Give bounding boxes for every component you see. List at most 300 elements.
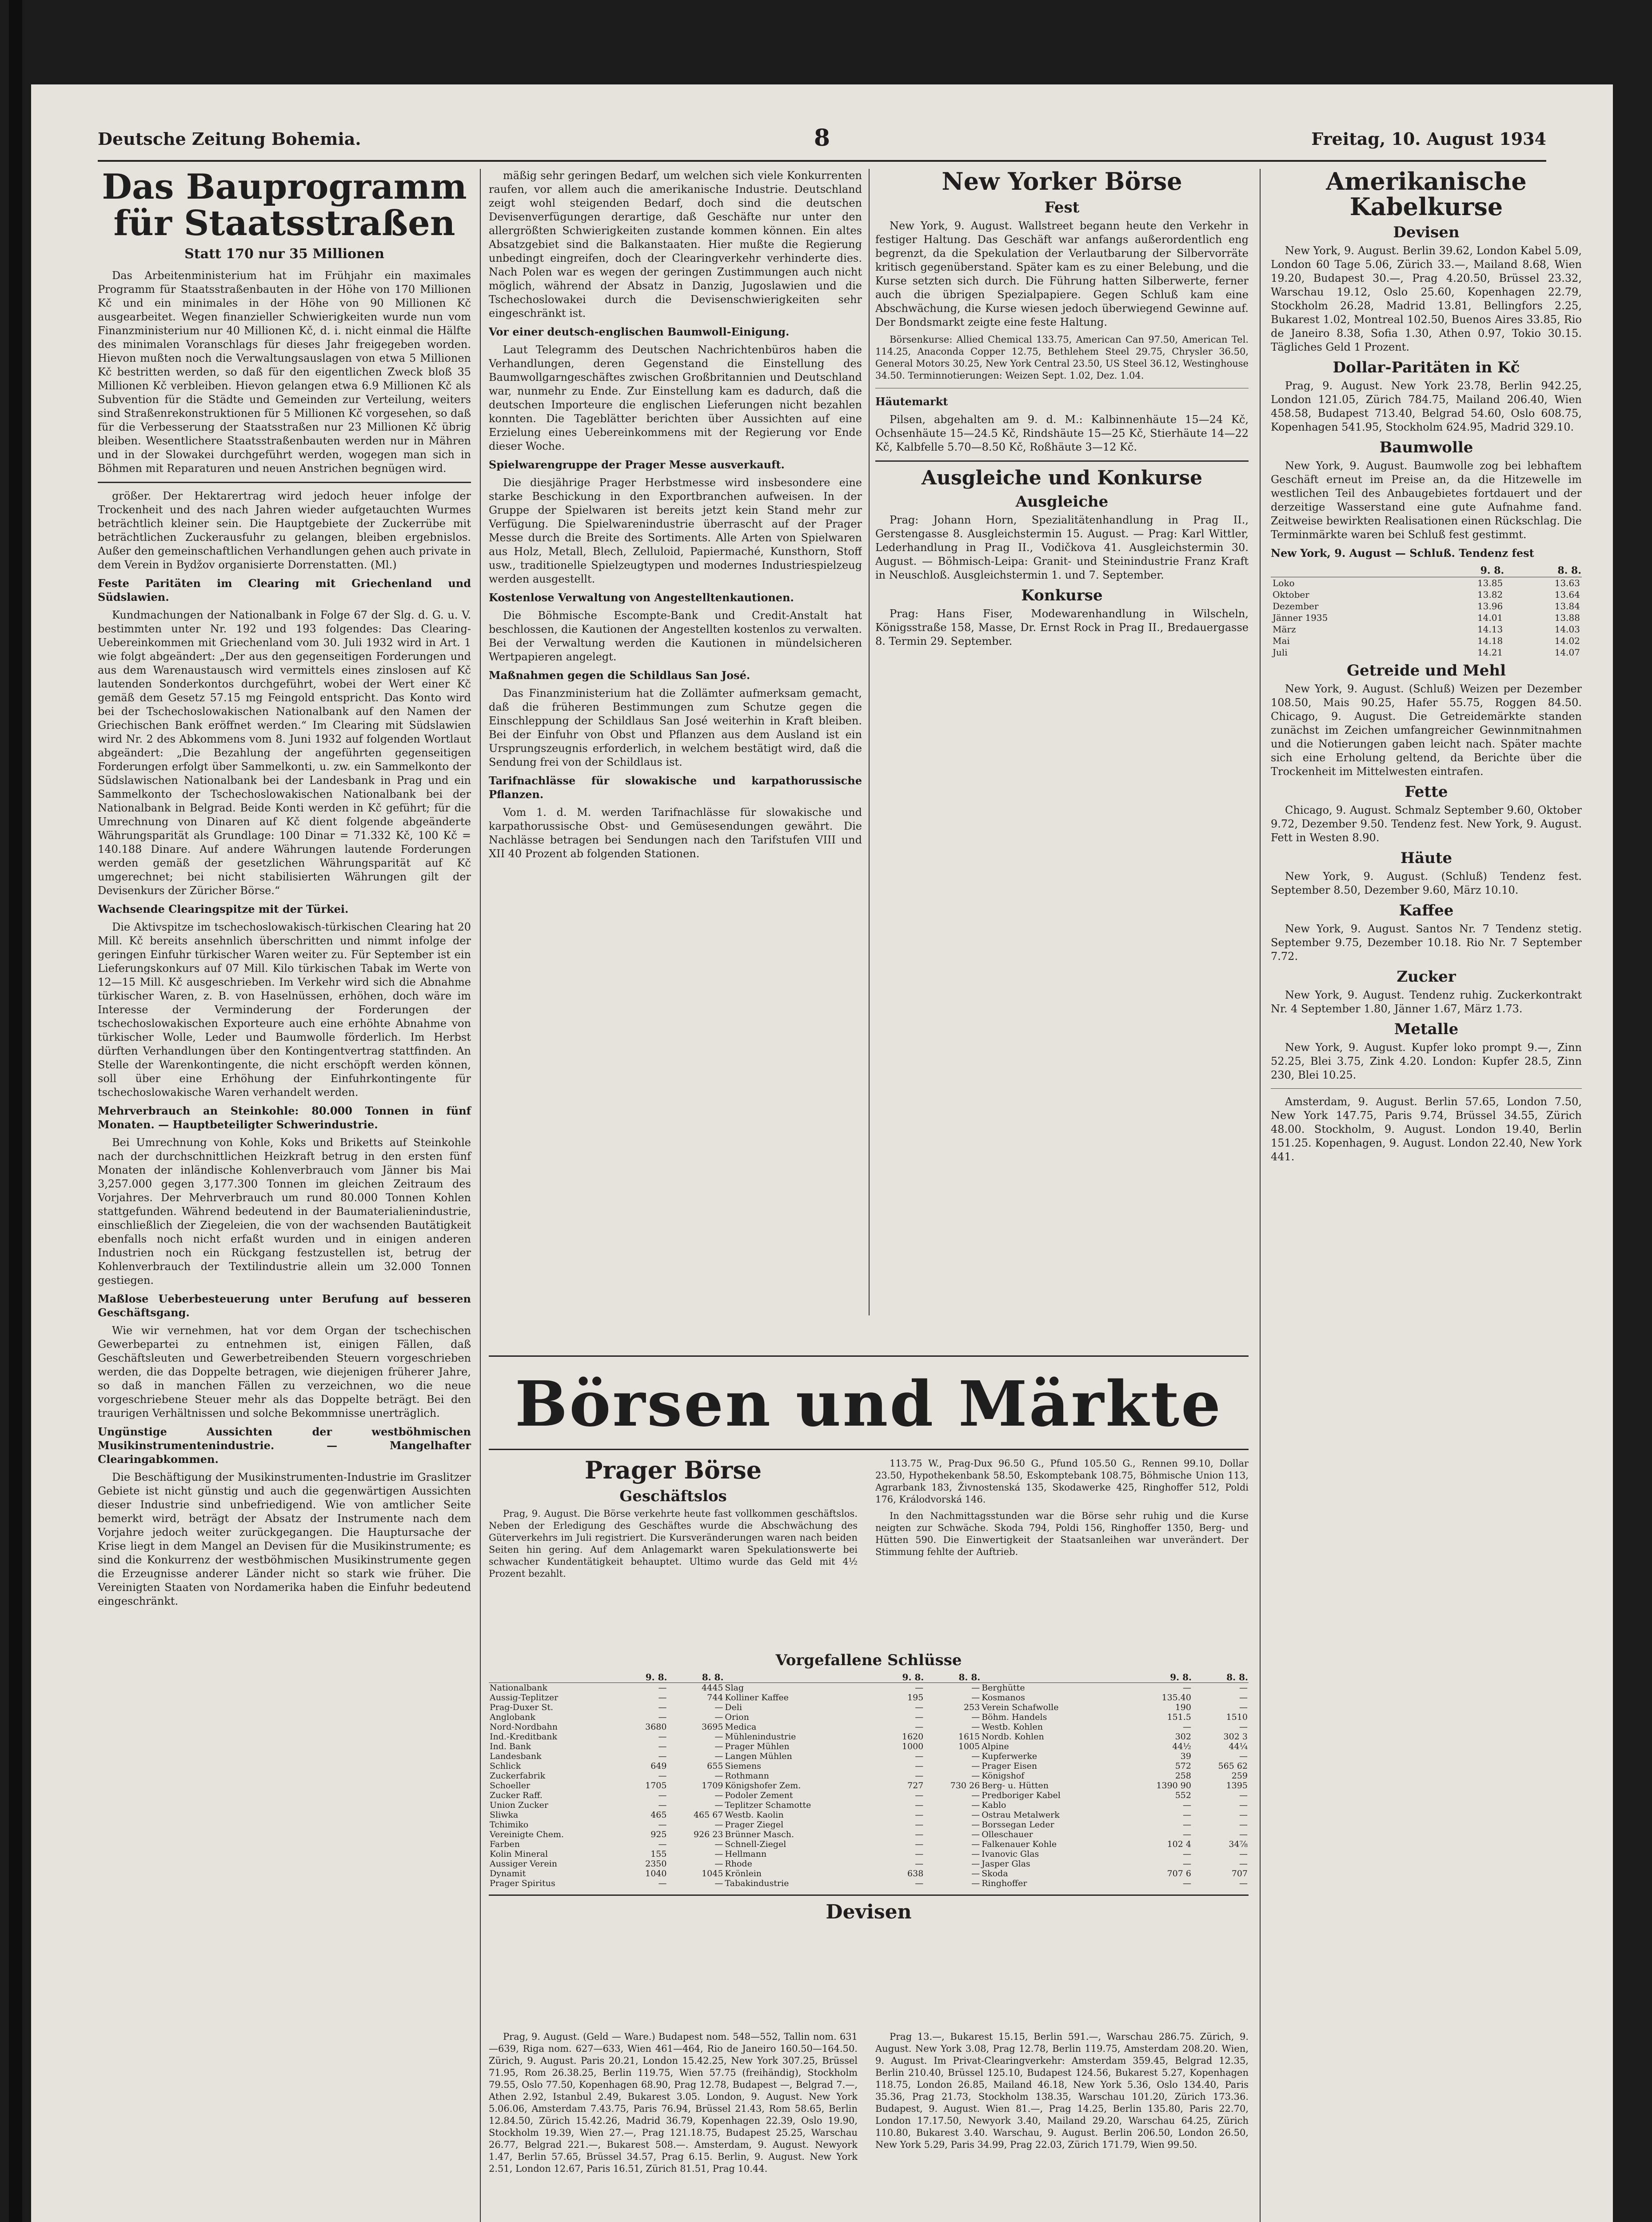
table-cell: Aussiger Verein [490,1859,557,1869]
column-header: 9. 8. [1427,564,1504,577]
table-cell: 190 [1175,1702,1191,1712]
table-cell: — [971,1849,980,1859]
table-cell: 253 [963,1702,980,1712]
running-header [98,124,1546,160]
quote-row [489,1859,1249,1869]
table-cell: — [1182,1849,1191,1859]
quote-row [489,1693,1249,1702]
table-cell: — [915,1830,924,1839]
table-cell: 151.5 [1167,1712,1191,1722]
article-paragraph: Prag, 9. August. New York 23.78, Berlin 942.25, London 121.05, Zürich 784.75, Mailand 206.40, Wien 458.58, Budapest 713.40, Belgrad 54.60, Oslo 608.75, Kopenhagen 541.95, Stockholm 624.95, Madrid 329.10. [1271,380,1582,434]
table-cell: 13.88 [1554,612,1580,623]
table-cell: Landesbank [490,1751,542,1761]
column-header: 8. 8. [1192,1672,1249,1683]
futures-row [1271,577,1582,589]
table-cell: — [1239,1751,1248,1761]
table-cell: Loko [1273,578,1295,589]
quote-row [489,1830,1249,1839]
section-subheadline: Metalle [1394,1020,1459,1039]
table-cell: — [658,1693,667,1702]
article-paragraph: Amsterdam, 9. August. Berlin 57.65, London 7.50, New York 147.75, Paris 9.74, Brüssel 34.55, Zürich 48.00. Stockholm, 9. August. London 19.40, Berlin 151.25. Kopenhagen, 9. August. London 22.40, New York 441. [1271,1095,1582,1163]
news-item-heading: Mehrverbrauch an Steinkohle: 80.000 Tonnen in fünf Monaten. — Hauptbeteiligter Schwerindustrie. [98,1104,471,1131]
article-paragraph: Bei Umrechnung von Kohle, Koks und Briketts auf Steinkohle nach der durchschnittlichen Heizkraft betrug in den ersten fünf Monaten der inländische Kohlenverbrauch vom Jänner bis Mai 3,257.000 gegen 3,177.300 Tonnen im gleichen Zeitraum des Vorjahres. Der Mehrverbrauch um rund 80.000 Tonnen Kohlen stattgefunden. Während bedeutend in der Baumaterialienindustrie, einschließlich der Ziegeleien, die von der wachsenden Bautätigkeit ebenfalls noch nicht erfaßt wurden und in einigen anderen Industrien noch ein Rückgang festzustellen ist, betrug der Kohlenverbrauch der Textilindustrie allein um 32.000 Tonnen gestiegen. [98,1136,471,1287]
table-cell: Medica [725,1722,757,1732]
table-cell: Verein Schafwolle [982,1702,1059,1712]
section-subheadline: Dollar-Paritäten in Kč [1333,359,1520,377]
table-cell: — [714,1702,723,1712]
article-paragraph: Das Arbeitenministerium hat im Frühjahr ein maximales Programm für Staatsstraßenbauten in der Höhe von 170 Millionen Kč und ein minimales in der Höhe von 90 Millionen Kč ausgearbeitet. Wegen finanzieller Schwierigkeiten wurde nun vom Finanzministerium nur 40 Millionen Kč, d. i. nicht einmal die Hälfte des minimalen Voranschlags für dieses Jahr freigegeben worden. Hievon mußten noch die Verwaltungsauslagen von etwa 5 Millionen Kč bestritten werden, so daß für den eigentlichen Zweck bloß 35 Millionen Kč verbleiben. Hievon gelangen etwa 6.9 Millionen Kč als Subvention für die Städte und Gemeinden zur Verteilung, weiters sind Straßenrekonstruktionen für 5 Millionen Kč vorgesehen, so daß für die Verbesserung der Staatsstraßen nur 23 Millionen Kč übrig bleiben. Wesentlichere Staatsstraßenbauten werden nur in Mähren und in der Slowakei durchgeführt werden, wogegen man sich in Böhmen mit Reparaturen und neuen Anstrichen begnügen wird. [98,269,471,475]
table-cell: 707 6 [1167,1869,1191,1878]
table-cell: — [658,1712,667,1722]
table-cell: Prager Ziegel [725,1820,784,1830]
section-subheadline: Geschäftslos [619,1487,727,1505]
table-cell: Brünner Masch. [725,1830,794,1839]
newspaper-page [31,84,1613,2222]
table-cell: 1510 [1226,1712,1248,1722]
table-cell: Böhm. Handels [982,1712,1047,1722]
table-cell: — [658,1702,667,1712]
table-cell: 1045 [702,1869,723,1878]
table-cell: — [971,1751,980,1761]
article-paragraph: Prag: Hans Fiser, Modewarenhandlung in Wilscheln, Königsstraße 158, Masse, Dr. Ernst Rock in Prag II., Bredauergasse 8. Termin 29. September. [875,607,1249,647]
table-cell: — [971,1878,980,1888]
table-cell: Königshofer Zem. [725,1781,801,1790]
table-cell: 13.84 [1554,601,1580,612]
quote-row [489,1712,1249,1722]
futures-row [1271,623,1582,635]
column-header: 9. 8. [1126,1672,1192,1683]
table-cell: Hellmann [725,1849,767,1859]
article-paragraph: Die diesjährige Prager Herbstmesse wird insbesondere eine starke Beschickung in den Exportbranchen aufweisen. In der Gruppe der Spielwaren ist bereits jetzt kein Stand mehr zur Verfügung. Die Spielwarenindustrie überrascht auf der Prager Messe durch die Breite des Sortiments. Alle Arten von Spielwaren aus Holz, Metall, Blech, Zelluloid, Papiermaché, Kunsthorn, Stoff usw., traditionelle Spielzeugtypen und modernes Industriespielzeug werden ausgestellt. [489,476,862,585]
table-title: Vorgefallene Schlüsse [775,1651,962,1669]
table-cell: — [714,1839,723,1849]
section-rule [1271,1088,1582,1089]
table-cell: — [714,1800,723,1810]
table-cell: Siemens [725,1761,762,1771]
section-subheadline: Zucker [1397,968,1456,986]
table-cell: 3680 [645,1722,667,1732]
table-cell: Oktober [1273,589,1309,600]
section-headline: Devisen [826,1901,912,1923]
table-cell: 102 4 [1167,1839,1191,1849]
table-cell: Ostrau Metalwerk [982,1810,1060,1820]
table-cell: — [714,1820,723,1830]
table-cell: 14.02 [1554,635,1580,647]
table-cell: — [915,1849,924,1859]
table-cell: 1709 [702,1781,723,1790]
newspaper-name: Deutsche Zeitung Bohemia. [98,129,361,149]
section-banner: Börsen und Märkte [515,1368,1223,1441]
table-cell: Kablo [982,1800,1006,1810]
table-cell: Orion [725,1712,749,1722]
table-cell: Tchimiko [490,1820,529,1830]
table-cell: 13.63 [1554,578,1580,589]
table-cell: Alpine [982,1742,1009,1751]
table-cell: 926 23 [693,1830,723,1839]
article-paragraph: Prag 13.—, Bukarest 15.15, Berlin 591.—, Warschau 286.75. Zürich, 9. August. New York 3.08, Prag 12.78, Berlin 119.75, Amsterdam 208.20. Wien, 9. August. Im Privat-Clearingverkehr: Amsterdam 359.45, Belgrad 12.35, Berlin 210.40, Brüssel 125.10, Budapest 124.56, Bukarest 5.27, Kopenhagen 118.75, London 26.85, Mailand 46.18, New York 5.36, Oslo 134.40, Paris 35.36, Prag 21.73, Stockholm 138.35, Warschau 101.20, Zürich 173.36. Budapest, 9. August. Wien 81.—, Prag 14.25, Berlin 135.80, Paris 22.70, London 17.17.50, Newyork 3.40, Mailand 29.20, Warschau 64.25, Zürich 110.80, Bukarest 3.40. Warschau, 9. August. Berlin 206.50, London 26.50, New York 5.29, Paris 34.99, Prag 22.03, Zürich 171.79, Wien 99.50. [875,2031,1249,2150]
column-divider [1260,169,1261,2222]
table-cell: Ind.-Kreditbank [490,1732,557,1742]
table-cell: 13.96 [1477,601,1503,612]
table-cell: Schoeller [490,1781,531,1790]
table-cell: — [1182,1683,1191,1693]
column-4 [1271,169,1582,2222]
section-subheadline: Ausgleiche [1015,492,1109,511]
article-paragraph: New York, 9. August. Tendenz ruhig. Zuckerkontrakt Nr. 4 September 1.80, Jänner 1.67, März 1.73. [1271,989,1582,1015]
table-cell: 465 [650,1810,667,1820]
column-2 [489,169,862,1351]
table-cell: — [1182,1800,1191,1810]
table-cell: — [658,1683,667,1693]
table-cell: — [971,1859,980,1869]
table-cell: — [915,1790,924,1800]
table-cell: — [1239,1683,1248,1693]
table-cell: — [714,1878,723,1888]
table-cell: 34⅞ [1229,1839,1248,1849]
article-paragraph: New York, 9. August. Kupfer loko prompt 9.—, Zinn 52.25, Blei 3.75, Zink 4.20. London: Kupfer 28.5, Zinn 230, Blei 10.25. [1271,1041,1582,1082]
table-cell: Dynamit [490,1869,526,1878]
quote-row [489,1771,1249,1781]
table-cell: — [1239,1810,1248,1820]
futures-row [1271,635,1582,647]
table-cell: — [915,1859,924,1869]
table-cell: — [1239,1859,1248,1869]
table-cell: — [1239,1693,1248,1702]
table-cell: 707 [1231,1869,1248,1878]
table-cell: — [971,1869,980,1878]
quotes-table [489,1672,1249,1888]
section-subheadline: Getreide und Mehl [1346,662,1506,680]
table-cell: Falkenauer Kohle [982,1839,1057,1849]
news-item-heading: Tarifnachlässe für slowakische und karpathorussische Pflanzen. [489,774,862,801]
table-cell: — [1239,1830,1248,1839]
table-cell: 13.64 [1554,589,1580,600]
article-paragraph: Pilsen, abgehalten am 9. d. M.: Kalbinnenhäute 15—24 Kč, Ochsenhäute 15—24.5 Kč, Rindshäute 15—25 Kč, Stierhäute 14—22 Kč, Kalbfelle 5.70—8.50 Kč, Roßhäute 3—12 Kč. [875,413,1249,453]
banner-rule [489,1355,1249,1357]
table-cell: — [1182,1878,1191,1888]
section-subheadline: Devisen [1393,224,1460,242]
table-cell: 155 [650,1849,667,1859]
table-cell: 638 [907,1869,924,1878]
table-cell: Jasper Glas [982,1859,1030,1869]
table-cell: — [971,1761,980,1771]
section-headline: New Yorker Börse [942,169,1182,196]
table-cell: — [971,1693,980,1702]
table-cell: 302 [1175,1732,1191,1742]
table-cell: Zuckerfabrik [490,1771,546,1781]
section-headline: Prager Börse [584,1458,762,1484]
table-cell: — [915,1683,924,1693]
table-cell: Berghütte [982,1683,1025,1693]
quote-row [489,1761,1249,1771]
table-cell: Aussig-Teplitzer [490,1693,559,1702]
table-cell: — [714,1742,723,1751]
table-cell: — [971,1683,980,1693]
table-cell: Sliwka [490,1810,519,1820]
table-cell: Slag [725,1683,744,1693]
devisen-left [489,2031,858,2222]
table-cell: 925 [650,1830,667,1839]
table-cell: — [1239,1702,1248,1712]
table-cell: Rothmann [725,1771,769,1781]
table-cell: — [1182,1810,1191,1820]
quote-row [489,1722,1249,1732]
table-cell: — [658,1878,667,1888]
table-cell: — [915,1839,924,1849]
quote-row [489,1742,1249,1751]
table-cell: — [915,1878,924,1888]
table-cell: 1005 [958,1742,980,1751]
table-cell: 655 [707,1761,723,1771]
article-paragraph: Prag: Johann Horn, Spezialitätenhandlung in Prag II., Gerstengasse 8. Ausgleichstermin 15. August. — Prag: Karl Wittler, Lederhandlung in Prag II., Vodičkova 41. Ausgleichstermin 30. August. — Böhmisch-Leipa: Granit- und Steinindustrie Franz Kraft in Neuschloß. Ausgleichstermin 1. und 7. September. [875,513,1249,581]
table-cell: Anglobank [490,1712,535,1722]
table-cell: — [1239,1849,1248,1859]
table-cell: — [658,1771,667,1781]
cotton-futures-table [1271,564,1582,658]
table-cell: Kosmanos [982,1693,1025,1702]
table-cell: — [1239,1790,1248,1800]
news-item-heading: Häutemarkt [875,395,948,408]
table-cell: März [1273,624,1296,635]
section-headline: Amerikanische Kabelkurse [1326,169,1527,221]
table-cell: 1615 [958,1732,980,1742]
article-paragraph: New York, 9. August. Wallstreet begann heute den Verkehr in festiger Haltung. Das Geschäft war anfangs außerordentlich eng begrenzt, da die Spekulation der Verlautbarung der Silbervorräte kritisch gegenüberstand. Später kam es zu einer Belebung, und die Kurse setzten sich durch. Die Führung hatten Silberwerte, ferner auch die übrigen Spezialpapiere. Gegen Schluß kam eine Abschwächung, die Kurse wiesen jedoch überwiegend Gewinne auf. Der Bondsmarkt zeigte eine feste Haltung. [875,219,1249,328]
table-cell: Prager Eisen [982,1761,1037,1771]
table-cell: — [971,1800,980,1810]
table-cell: 258 [1175,1771,1191,1781]
table-cell: 744 [707,1693,723,1702]
table-cell: — [714,1859,723,1869]
table-cell: — [714,1732,723,1742]
table-cell: Nord-Nordbahn [490,1722,558,1732]
article-paragraph: Vom 1. d. M. werden Tarifnachlässe für slowakische und karpathorussische Obst- und Gemüsesendungen gewährt. Die Nachlässe betragen bei Sendungen nach den Tarifstufen VIII und XII 40 Prozent ab folgenden Stationen. [489,806,862,860]
table-cell: — [915,1761,924,1771]
quote-row [489,1751,1249,1761]
table-cell: — [915,1722,924,1732]
table-cell: Berg- u. Hütten [982,1781,1049,1790]
table-cell: Prager Mühlen [725,1742,790,1751]
article-paragraph: New York, 9. August. Baumwolle zog bei lebhaftem Geschäft erneut im Preise an, da die Hitzewelle im westlichen Teil des Anbaugebietes fortdauert und der derzeitige Wasserstand eine gute Aufnahme fand. Zeitweise bewirkten Realisationen einen Rückschlag. Die Terminmärkte waren bei Schluß fest gestimmt. [1271,460,1582,541]
article-subheadline: Statt 170 nur 35 Millionen [184,246,384,262]
scan-edge [9,0,22,2222]
table-cell: Farben [490,1839,520,1849]
table-cell: 13.85 [1477,578,1503,589]
section-rule [489,1894,1249,1896]
table-cell: — [658,1751,667,1761]
table-cell: 1390 90 [1156,1781,1191,1790]
quote-row [489,1878,1249,1888]
table-cell: 1620 [902,1732,924,1742]
table-cell: 727 [907,1781,924,1790]
table-cell: — [915,1751,924,1761]
table-cell: — [971,1830,980,1839]
table-cell: — [971,1790,980,1800]
table-cell: — [971,1712,980,1722]
table-cell: 14.01 [1477,612,1503,623]
prager-boerse-left [489,1458,858,1644]
table-cell: — [915,1712,924,1722]
news-item-heading: Spielwarengruppe der Prager Messe ausverkauft. [489,458,785,471]
article-paragraph: 113.75 W., Prag-Dux 96.50 G., Pfund 105.50 G., Rennen 99.10, Dollar 23.50, Hypothekenbank 58.50, Eskomptebank 108.75, Böhmische Union 113, Agrarbank 183, Živnostenská 135, Skodawerke 425, Ringhoffer 512, Poldi 176, Králodvorská 146. [875,1458,1249,1505]
news-item-heading: Wachsende Clearingspitze mit der Türkei. [98,902,349,915]
article-paragraph: größer. Der Hektarertrag wird jedoch heuer infolge der Trockenheit und des nach Jahren wieder aufgetauchten Wurmes beträchtlich kleiner sein. Die Hauptgebiete der Zuckerrübe mit beträchtlichen Zuckerausfuhr zu gelangen, bleiben ergebnislos. Außer den gemeinschaftlichen Verhandlungen gehen auch private in dem Verein in Bydžov organisierte Dorrenstatten. (Ml.) [98,489,471,571]
article-paragraph: New York, 9. August. Berlin 39.62, London Kabel 5.09, London 60 Tage 5.06, Zürich 33.—, Mailand 8.68, Wien 19.20, Budapest 30.—, Prag 4.20.50, Brüssel 23.32, Warschau 19.12, Oslo 25.60, Kopenhagen 22.79, Stockholm 26.28, Madrid 13.81, Bellingfors 2.25, Bukarest 1.02, Montreal 102.50, Buenos Aires 33.85, Rio de Janeiro 8.38, Sofia 1.30, Athen 0.97, Tokio 30.15. Tägliches Geld 1 Prozent. [1271,244,1582,354]
news-item-heading: Maßnahmen gegen die Schildlaus San José. [489,669,750,682]
header-rule [98,160,1546,162]
quote-row [489,1790,1249,1800]
table-cell: — [915,1820,924,1830]
column-header [1271,564,1427,577]
column-header: 8. 8. [667,1672,724,1683]
section-subheadline: Kaffee [1399,902,1454,920]
table-cell: — [714,1751,723,1761]
issue-date: Freitag, 10. August 1934 [1311,129,1546,149]
section-rule [98,482,471,483]
futures-row [1271,589,1582,600]
column-3 [875,169,1249,1351]
table-cell: 649 [650,1761,667,1771]
table-cell: Juli [1273,647,1288,658]
quote-row [489,1820,1249,1830]
quote-row [489,1869,1249,1878]
table-cell: — [971,1722,980,1732]
table-cell: — [658,1742,667,1751]
column-divider [480,169,481,2222]
futures-caption: New York, 9. August — Schluß. Tendenz fest [1271,547,1534,560]
article-paragraph: Das Finanzministerium hat die Zollämter aufmerksam gemacht, daß die früheren Bestimmungen zum Schutze gegen die Einschleppung der Schildlaus San José weiterhin in Kraft bleiben. Bei der Einfuhr von Obst und Pflanzen aus dem Ausland ist ein Ursprungszeugnis erforderlich, in welchem bestätigt wird, daß die Sendung frei von der Schildlaus ist. [489,687,862,768]
table-cell: Rhode [725,1859,752,1869]
column-header: 8. 8. [924,1672,981,1683]
section-subheadline: Fette [1405,783,1448,801]
section-subheadline: Konkurse [1021,586,1103,604]
quote-row [489,1800,1249,1810]
table-cell: — [658,1820,667,1830]
table-cell: Zucker Raff. [490,1790,543,1800]
table-cell: — [915,1800,924,1810]
table-cell: — [1182,1820,1191,1830]
devisen-right [875,2031,1249,2222]
table-cell: 552 [1175,1790,1191,1800]
article-paragraph: mäßig sehr geringen Bedarf, um welchen sich viele Konkurrenten raufen, vor allem auch die amerikanische Industrie. Deutschland zeigt wohl steigenden Bedarf, doch sind die deutschen Devisenverfügungen derartige, daß Geschäfte nur unter den allergrößten Schwierigkeiten zustande kommen können. Ein altes Absatzgebiet sind die Balkanstaaten. Hier mußte die Regierung unbedingt eingreifen, doch der Clearingverkehr verhinderte dies. Nach Polen war es wegen der geringen Zustimmungen auch nicht möglich, während der Absatz in Danzig, Jugoslawien und die Tschechoslowakei durch die Devisenschwierigkeiten sehr eingeschränkt ist. [489,169,862,320]
table-cell: 572 [1175,1761,1191,1771]
news-item-heading: Kostenlose Verwaltung von Angestelltenkautionen. [489,591,794,604]
article-paragraph: Prag, 9. August. (Geld — Ware.) Budapest nom. 548—552, Tallin nom. 631—639, Riga nom. 627—633, Wien 461—464, Rio de Janeiro 160.50—164.50. Zürich, 9. August. Paris 20.21, London 15.42.25, New York 307.25, Brüssel 71.95, Rom 26.38.25, Berlin 119.75, Wien 57.75 (freihändig), Stockholm 79.55, Oslo 77.50, Kopenhagen 68.90, Prag 12.78, Budapest —, Belgrad 7.—, Athen 2.92, Istanbul 2.49, Bukarest 3.05. London, 9. August. New York 5.06.06, Amsterdam 7.43.75, Paris 76.94, Brüssel 21.43, Rom 58.65, Berlin 12.84.50, Zürich 15.42.26, Madrid 36.79, Kopenhagen 22.39, Oslo 19.90, Stockholm 19.39, Wien 27.—, Prag 121.18.75, Budapest 25.25, Warschau 26.77, Belgrad 221.—, Bukarest 508.—. Amsterdam, 9. August. Newyork 1.47, Berlin 57.65, Brüssel 34.57, Prag 6.15. Berlin, 9. August. New York 2.51, London 12.67, Paris 16.51, Zürich 81.51, Prag 10.44. [489,2031,858,2174]
futures-row [1271,612,1582,623]
table-cell: — [1182,1859,1191,1869]
futures-row [1271,647,1582,658]
table-cell: 44¼ [1229,1742,1248,1751]
quote-row [489,1781,1249,1790]
table-cell: 3695 [702,1722,723,1732]
table-cell: Dezember [1273,601,1319,612]
section-subheadline: Fest [1044,198,1080,216]
table-cell: Vereinigte Chem. [490,1830,564,1839]
table-cell: Schnell-Ziegel [725,1839,786,1849]
table-cell: Westb. Kaolin [725,1810,784,1820]
quote-list: Börsenkurse: Allied Chemical 133.75, American Can 97.50, American Tel. 114.25, Anaconda Copper 12.75, Bethlehem Steel 29.75, Chrysler 36.50, General Motors 30.25, New York Central 23.50, US Steel 36.12, Westinghouse 34.50. Terminnotierungen: Weizen Sept. 1.02, Dez. 1.04. [875,334,1249,381]
table-cell: Skoda [982,1869,1008,1878]
table-cell: 1040 [645,1869,667,1878]
table-cell: 195 [907,1693,924,1702]
table-cell: Olleschauer [982,1830,1033,1839]
table-cell: Langen Mühlen [725,1751,792,1761]
table-cell: Podoler Zement [725,1790,793,1800]
table-cell: Kolin Mineral [490,1849,548,1859]
quote-row [489,1810,1249,1820]
table-cell: — [971,1820,980,1830]
article-paragraph: Die Aktivspitze im tschechoslowakisch-türkischen Clearing hat 20 Mill. Kč bereits ansehnlich überschritten und nimmt infolge der geringen Einfuhr türkischer Waren weiter zu. Für September ist ein Lieferungskonkurs auf 07 Mill. Kilo türkischen Tabak im Werte von 12—15 Mill. Kč ausgeschrieben. Im Verkehr wird sich die Abnahme türkischer Waren, z. B. von Haselnüssen, erhöhen, doch wäre im Interesse der Verminderung der Forderungen der tschechoslowakischen Exporteure auch eine erhöhte Abnahme von türkischer Wolle, Leder und Baumwolle förderlich. Im Herbst dürften Verhandlungen über den Kontingentvertrag stattfinden. An Stelle der Warenkontingente, die nicht erschöpft werden können, soll über eine Erhöhung der Einfuhrkontingente für tschechoslowakische Waren verhandelt werden. [98,920,471,1099]
quotes-table-block [489,1649,1249,1927]
article-headline: Das Bauprogramm für Staatsstraßen [102,167,467,244]
table-cell: Kupferwerke [982,1751,1037,1761]
article-paragraph: Wie wir vernehmen, hat vor dem Organ der tschechischen Gewerbepartei zu entnehmen ist, einigen Fällen, daß Geschäftsleuten und Gewerbetreibenden Steuern vorgeschrieben werden, die das Doppelte betragen, wie diejenigen früherer Jahre, so daß in manchen Fällen zu verzeichnen, wo die neue vorgeschriebene Steuer mehr als das Doppelte beträgt. Bei den traurigen Verhältnissen und solche Bekommnisse unerträglich. [98,1324,471,1419]
table-cell: Krönlein [725,1869,762,1878]
column-header [981,1672,1126,1683]
table-cell: 13.82 [1477,589,1503,600]
quote-row [489,1732,1249,1742]
table-cell: — [1239,1800,1248,1810]
futures-row [1271,600,1582,612]
table-cell: Prag-Duxer St. [490,1702,554,1712]
table-cell: 14.13 [1477,624,1503,635]
table-cell: Ivanovic Glas [982,1849,1039,1859]
table-cell: Schlick [490,1761,521,1771]
prager-boerse-right [875,1458,1249,1644]
table-cell: — [658,1790,667,1800]
table-cell: Deli [725,1702,742,1712]
table-cell: 730 26 [950,1781,980,1790]
news-item-heading: Feste Paritäten im Clearing mit Griechenland und Südslawien. [98,576,471,603]
banner-rule [489,1449,1249,1450]
table-cell: Jänner 1935 [1273,612,1328,623]
column-header: 8. 8. [1504,564,1582,577]
table-cell: 259 [1231,1771,1248,1781]
table-cell: Borssegan Leder [982,1820,1054,1830]
page-number: 8 [814,124,830,152]
table-cell: 1395 [1226,1781,1248,1790]
column-header: 9. 8. [626,1672,667,1683]
table-cell: 14.18 [1477,635,1503,647]
table-cell: 14.21 [1477,647,1503,658]
table-cell: — [658,1839,667,1849]
table-cell: Ind. Bank [490,1742,531,1751]
table-cell: — [1182,1830,1191,1839]
article-paragraph: Prag, 9. August. Die Börse verkehrte heute fast vollkommen geschäftslos. Neben der Erledigung des Geschäftes wurde die Abschwächung des Güterverkehrs im Juli registriert. Die Kursveränderungen waren nach beiden Seiten hin gering. Auf dem Anlagemarkt waren Spekulationswerte bei schwacher Kundentätigkeit behauptet. Ultimo wurde das Geld mit 4½ Prozent bezahlt. [489,1508,858,1579]
table-cell: — [915,1771,924,1781]
column-divider [869,169,870,1315]
news-item-heading: Ungünstige Aussichten der westböhmischen Musikinstrumentenindustrie. — Mangelhafter Clearingabkommen. [98,1425,471,1466]
section-headline: Ausgleiche und Konkurse [921,466,1203,489]
table-cell: Mühlenindustrie [725,1732,796,1742]
table-cell: Union Zucker [490,1800,548,1810]
table-cell: — [971,1839,980,1849]
table-cell: 302 3 [1223,1732,1248,1742]
table-cell: Nationalbank [490,1683,547,1693]
news-item-heading: Vor einer deutsch-englischen Baumwoll-Einigung. [489,325,790,338]
table-cell: — [714,1790,723,1800]
table-cell: — [714,1712,723,1722]
table-cell: Ringhoffer [982,1878,1027,1888]
table-cell: — [1182,1722,1191,1732]
section-rule [875,460,1249,462]
article-paragraph: Kundmachungen der Nationalbank in Folge 67 der Slg. d. G. u. V. bestimmten unter Nr. 192 und 193 folgendes: Das Clearing-Uebereinkommen mit Griechenland vom 30. Juli 1932 wird in Art. 1 wie folgt abgeändert: „Der aus den gegenseitigen Forderungen und aus dem Warenaustausch wird vermittels eines zinslosen auf Kč lautenden Sonderkontos durchgeführt, wobei der Wert einer Kč gemäß dem Gesetz 57.15 mg Feingold entspricht. Das Konto wird bei der Tschechoslowakischen Nationalbank auf den Namen der Griechischen Bank eröffnet werden.“ Im Clearing mit Südslawien wird Nr. 2 des Abkommens vom 8. Juni 1932 auf folgenden Wortlaut abgeändert: „Die Bezahlung der angeführten gegenseitigen Forderungen erfolgt über Sammelkonti, u. zw. ein Sammelkonto der Südslawischen Nationalbank bei der Landesbank in Prag und ein Sammelkonto der Tschechoslowakischen Nationalbank bei der Nationalbank in Belgrad. Beide Konti werden in Kč geführt; für die Umrechnung von Dinaren auf Kč dient folgende abgeänderte Währungsparität als Grundlage: 100 Dinar = 71.332 Kč, 100 Kč = 140.188 Dinare. Auf andere Währungen lautende Forderungen werden gemäß der gesetzlichen Währungsparität auf Kč umgerechnet; bei nicht stabilisierten Währungen gilt der Devisenkurs der Züricher Börse.“ [98,608,471,897]
table-cell: Predboriger Kabel [982,1790,1061,1800]
article-paragraph: Chicago, 9. August. Schmalz September 9.60, Oktober 9.72, Dezember 9.50. Tendenz fest. New York, 9. August. Fett in Westen 8.90. [1271,804,1582,844]
table-cell: — [915,1810,924,1820]
column-header [724,1672,882,1683]
article-paragraph: In den Nachmittagsstunden war die Börse sehr ruhig und die Kurse neigten zur Schwäche. Skoda 794, Poldi 156, Ringhoffer 1350, Berg- und Hütten 590. Die Einwertigkeit der Staatsanleihen war unverändert. Der Stimmung fehlte der Auftrieb. [875,1511,1249,1557]
column-header [489,1672,626,1683]
